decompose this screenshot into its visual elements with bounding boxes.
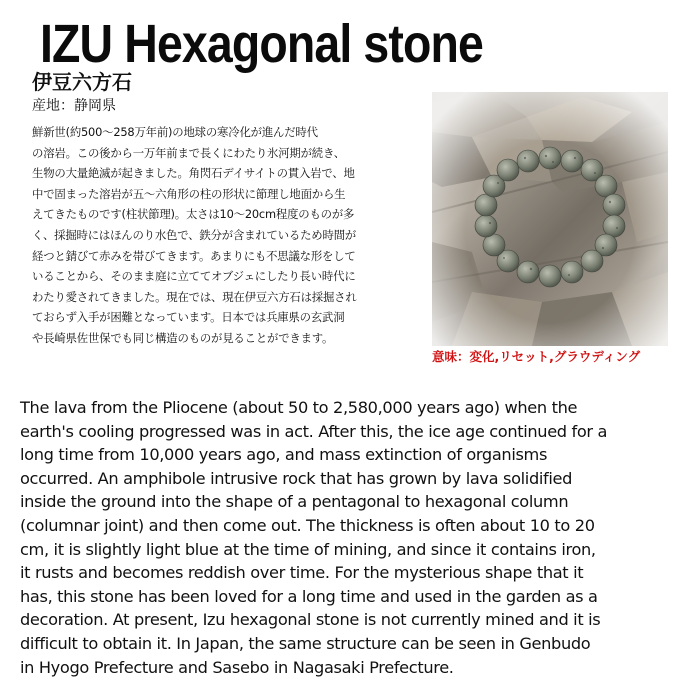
english-description: The lava from the Pliocene (about 50 to 2,580,000 years ago) when the earth's cooling progressed was in act. After this, the ice age continued for a long time from 10,000 years ago, and mass extinction of organisms occurred. An amphibole intrusive rock that has grown by lava solidified inside the ground into the shape of a pentagonal to hexagonal column (columnar joint) and then come out. The thickness is often about 10 to 20 cm, it is slightly light blue at the time of mining, and since it contains iron, it rusts and becomes reddish over time. For the mysterious shape that it has, this stone has been loved for a long time and used in the garden as a decoration. At present, Izu hexagonal stone is not currently mined and it is difficult to obtain it. In Japan, the same structure can be seen in Genbudo in Hyogo Prefecture and Sasebo in Nagasaki Prefecture. [20,398,608,677]
stone-columns-image [432,92,668,346]
origin-label: 産地：静岡県 [32,98,116,114]
japanese-description: 鮮新世(約500～258万年前)の地球の寒冷化が進んだ時代 の溶岩。この後から一万年前まで長くにわたり氷河期が続き、 生物の大量絶滅が起きました。角閃石デイサイトの貫入岩で、地 中で固まった溶岩が五～六角形の柱の形状に節理し地面から生 えてきたものです(柱状節理)。太さは10～20cm程度のものが多 く、採掘時にはほんのり水色で、鉄分が含まれているため時間が 経つと錆びて赤みを帯びてきます。あまりにも不思議な形をして いることから、そのまま庭に立ててオブジェにしたり長い時代に わたり愛されてきました。現在では、現在伊豆六方石は採掘され ておらず入手が困難となっています。日本では兵庫県の玄武洞 や長崎県佐世保でも同じ構造のものが見ることができます。 [32,125,357,345]
meaning-caption: 意味：変化,リセット,グラウディング [432,349,641,364]
bracelet-photo [432,92,668,346]
japanese-title: 伊豆六方石 [32,70,132,94]
page-title: IZU Hexagonal stone [40,14,483,74]
